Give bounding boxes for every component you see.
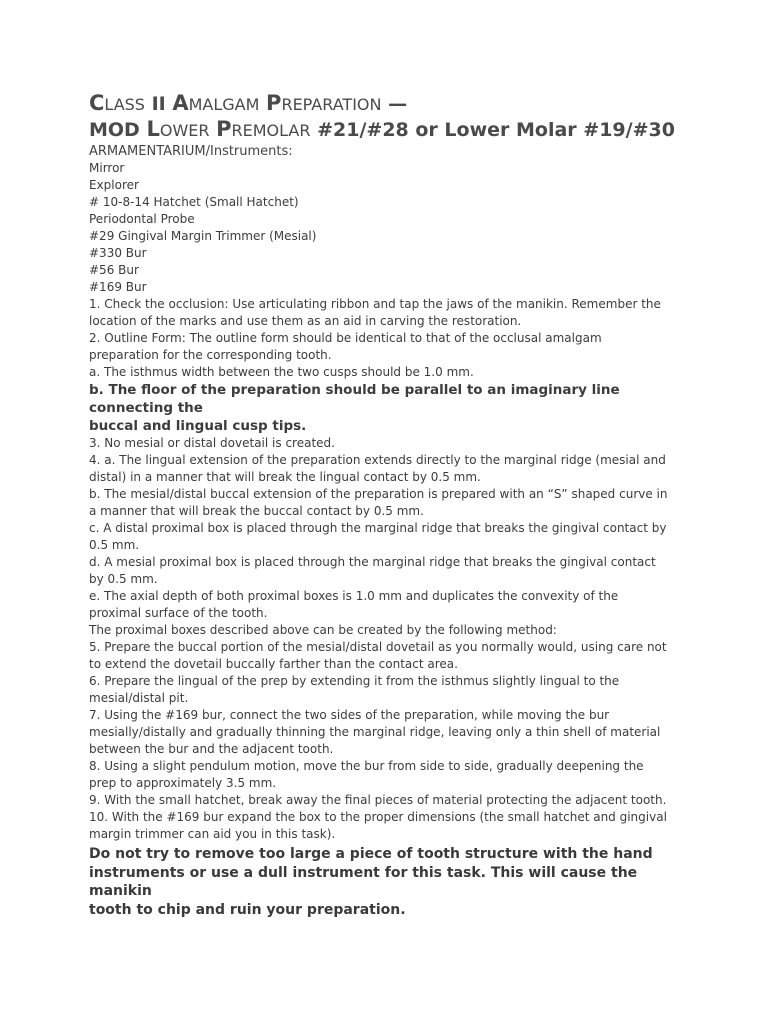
instrument-item: Explorer	[89, 178, 139, 192]
step-line: 3. No mesial or distal dovetail is created.	[89, 436, 335, 450]
title-2-d: P	[216, 117, 232, 141]
document-page	[89, 92, 685, 919]
step-line: 6. Prepare the lingual of the prep by extending it from the isthmus slightly lingual to the	[89, 674, 620, 688]
instrument-list	[89, 160, 685, 296]
instrument-item: Periodontal Probe	[89, 212, 195, 226]
step-line: 2. Outline Form: The outline form should be identical to that of the occlusal amalgam	[89, 331, 602, 345]
step-line: 9. With the small hatchet, break away the final pieces of material protecting the adjacent tooth.	[89, 793, 667, 807]
step-line: by 0.5 mm.	[89, 572, 158, 586]
step-line: between the bur and the adjacent tooth.	[89, 742, 334, 756]
step-line: mesial/distal pit.	[89, 691, 189, 705]
step-line: e. The axial depth of both proximal boxes is 1.0 mm and duplicates the convexity of the	[89, 589, 619, 603]
title-2-a: MOD	[89, 119, 147, 141]
step-line: 8. Using a slight pendulum motion, move the bur from side to side, gradually deepening the	[89, 759, 644, 773]
title-1-e: P	[266, 91, 282, 115]
title-1-dash: —	[381, 93, 408, 115]
step-line: 5. Prepare the buccal portion of the mesial/distal dovetail as you normally would, using care not	[89, 640, 667, 654]
warning-line: Do not try to remove too large a piece of tooth structure with the hand	[89, 846, 653, 862]
emphasis-line: b. The floor of the preparation should be parallel to an imaginary line connecting the	[89, 382, 620, 416]
title-1-a-sc: LASS	[104, 95, 145, 114]
instrument-item: #29 Gingival Margin Trimmer (Mesial)	[89, 229, 317, 243]
title-1-b: II	[144, 93, 173, 115]
instrument-item: #169 Bur	[89, 280, 147, 294]
step-b-emphasis	[89, 381, 685, 435]
step-line: c. A distal proximal box is placed through the marginal ridge that breaks the gingival contact by	[89, 521, 667, 535]
steps-section-a	[89, 296, 685, 381]
instrument-item: Mirror	[89, 161, 125, 175]
step-line: 1. Check the occlusion: Use articulating ribbon and tap the jaws of the manikin. Remember the	[89, 297, 661, 311]
step-line: to extend the dovetail buccally farther than the contact area.	[89, 657, 458, 671]
step-line: The proximal boxes described above can be created by the following method:	[89, 623, 557, 637]
title-1-c-sc: MALGAM	[188, 95, 260, 114]
step-line: b. The mesial/distal buccal extension of the preparation is prepared with an “S” shaped curve in	[89, 487, 668, 501]
step-line: 10. With the #169 bur expand the box to the proper dimensions (the small hatchet and gingival	[89, 810, 667, 824]
step-line: prep to approximately 3.5 mm.	[89, 776, 277, 790]
title-2-d-sc: REMOLAR	[231, 121, 311, 140]
steps-section-c	[89, 435, 685, 843]
title-2-b-sc: OWER	[159, 121, 210, 140]
title-1-e-sc: REPARATION	[281, 95, 382, 114]
step-line: margin trimmer can aid you in this task).	[89, 827, 336, 841]
step-line: mesially/distally and gradually thinning the marginal ridge, leaving only a thin shell of material	[89, 725, 661, 739]
title-1-a: C	[89, 91, 105, 115]
final-warning	[89, 845, 685, 919]
title-2-b: L	[146, 117, 160, 141]
warning-line: tooth to chip and ruin your preparation.	[89, 901, 406, 918]
instrument-item: # 10-8-14 Hatchet (Small Hatchet)	[89, 195, 299, 209]
armamentarium-label: ARMAMENTARIUM/Instruments:	[89, 144, 293, 159]
step-line: 7. Using the #169 bur, connect the two sides of the preparation, while moving the bur	[89, 708, 610, 722]
step-line: location of the marks and use them as an aid in carving the restoration.	[89, 314, 522, 328]
step-line: distal) in a manner that will break the lingual contact by 0.5 mm.	[89, 470, 481, 484]
title-2-e: #21/#28 or Lower Molar #19/#30	[310, 119, 675, 141]
title-line-2	[89, 118, 685, 142]
emphasis-line: buccal and lingual cusp tips.	[89, 418, 307, 434]
instrument-item: #56 Bur	[89, 263, 139, 277]
step-line: d. A mesial proximal box is placed through the marginal ridge that breaks the gingival contact	[89, 555, 656, 569]
step-line: preparation for the corresponding tooth.	[89, 348, 332, 362]
step-line: 4. a. The lingual extension of the preparation extends directly to the marginal ridge (mesial and	[89, 453, 666, 467]
step-line: 0.5 mm.	[89, 538, 140, 552]
step-line: proximal surface of the tooth.	[89, 606, 268, 620]
step-line: a. The isthmus width between the two cusps should be 1.0 mm.	[89, 365, 474, 379]
instrument-item: #330 Bur	[89, 246, 147, 260]
title-1-c: A	[172, 91, 189, 115]
warning-line: instruments or use a dull instrument for this task. This will cause the manikin	[89, 864, 638, 899]
step-line: a manner that will break the buccal contact by 0.5 mm.	[89, 504, 424, 518]
title-line-1	[89, 92, 685, 116]
